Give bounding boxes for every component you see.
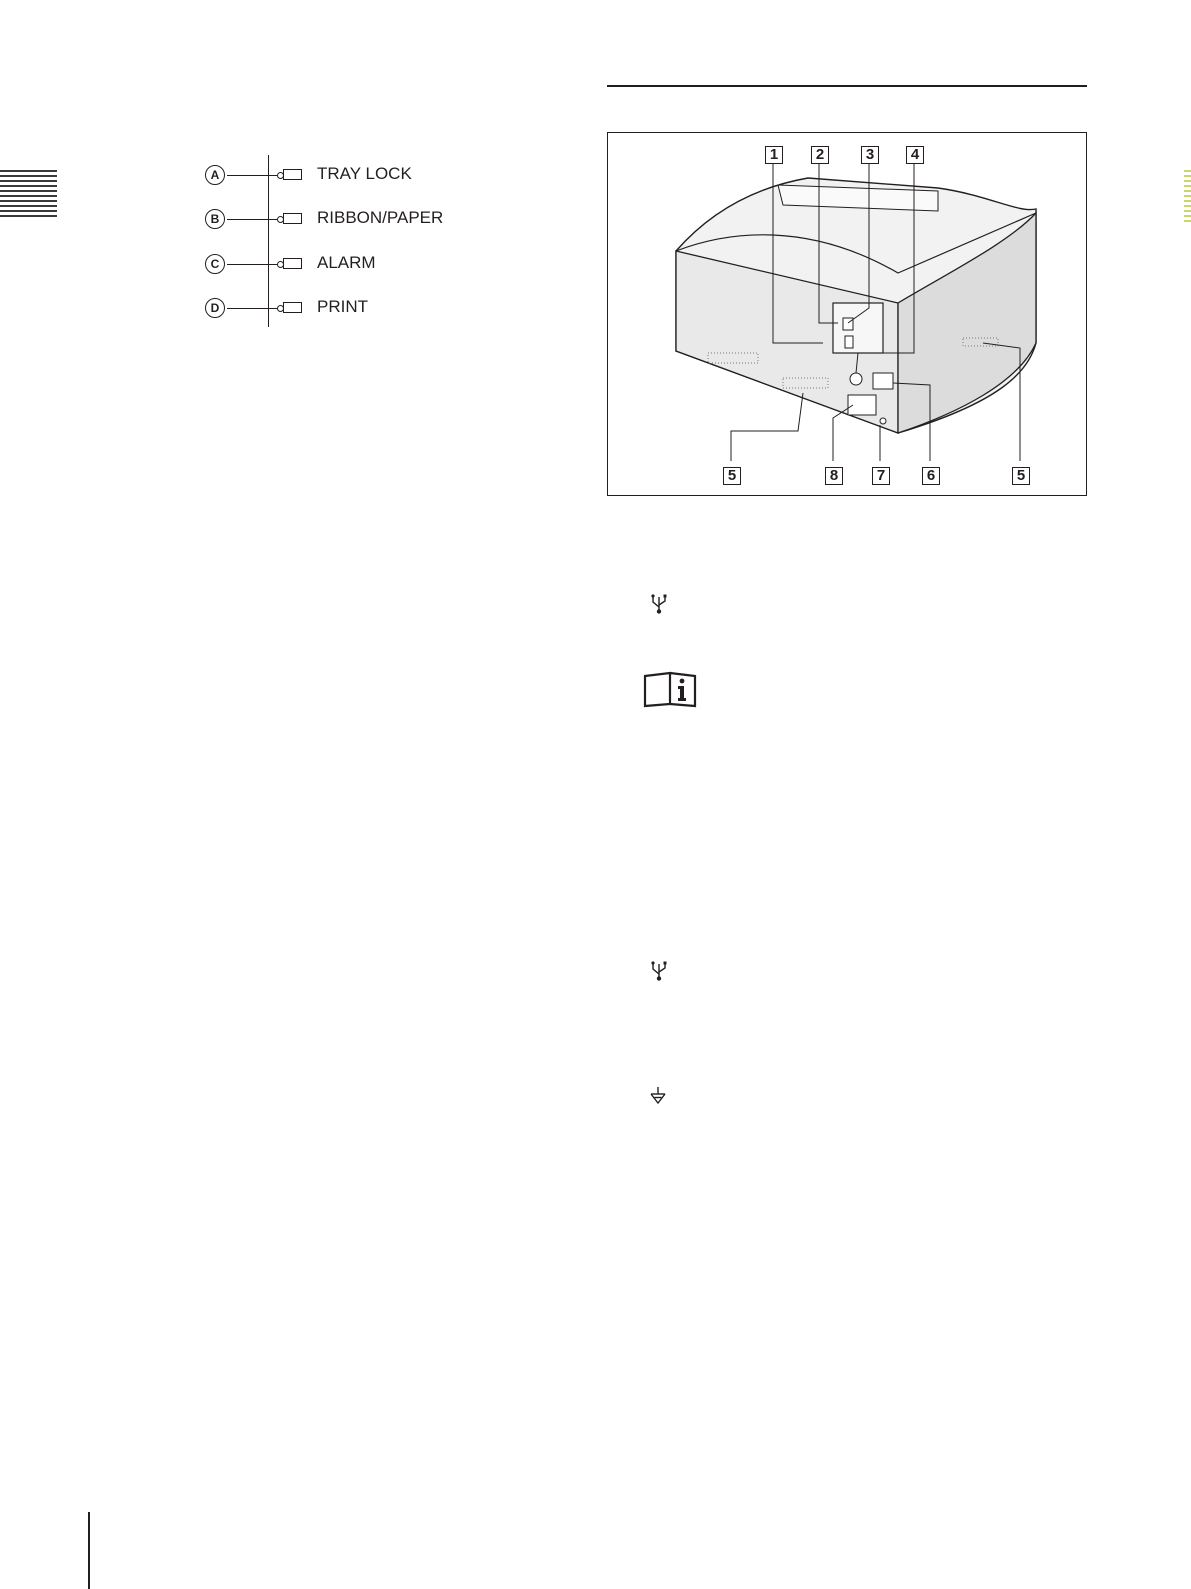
callout-1: 1 <box>765 146 783 164</box>
rear-panel-figure <box>607 132 1087 496</box>
led-icon <box>283 302 302 313</box>
indicator-label: PRINT <box>317 297 368 316</box>
callout-8: 8 <box>825 467 843 485</box>
indicator-label: RIBBON/PAPER <box>317 208 444 227</box>
callout-6: 6 <box>922 467 940 485</box>
printer-rear-illustration <box>608 133 1085 494</box>
callout-7: 7 <box>872 467 890 485</box>
equipotential-ground-icon <box>648 1085 668 1105</box>
callout-5-left: 5 <box>723 467 741 485</box>
led-icon <box>283 213 302 224</box>
section-rule <box>607 85 1087 87</box>
page-footer-rule <box>88 1512 90 1589</box>
callout-5-right: 5 <box>1012 467 1030 485</box>
led-icon <box>283 169 302 180</box>
indicator-row-print <box>205 298 505 322</box>
side-tab-marker <box>1184 170 1191 222</box>
indicator-row-ribbon-paper <box>205 209 505 233</box>
indicator-label: ALARM <box>317 253 376 272</box>
indicator-label: TRAY LOCK <box>317 164 412 183</box>
callout-4: 4 <box>906 146 924 164</box>
indicator-letter: D <box>205 298 225 318</box>
manual-info-icon <box>642 668 698 708</box>
indicator-letter: B <box>205 209 225 229</box>
usb-icon <box>650 960 668 982</box>
callout-2: 2 <box>811 146 829 164</box>
indicator-row-alarm <box>205 254 505 278</box>
led-icon <box>283 258 302 269</box>
usb-icon <box>650 593 668 615</box>
callout-3: 3 <box>861 146 879 164</box>
indicator-letter: A <box>205 165 225 185</box>
chapter-tab <box>0 170 57 222</box>
indicator-letter: C <box>205 254 225 274</box>
indicator-row-tray-lock <box>205 165 505 189</box>
